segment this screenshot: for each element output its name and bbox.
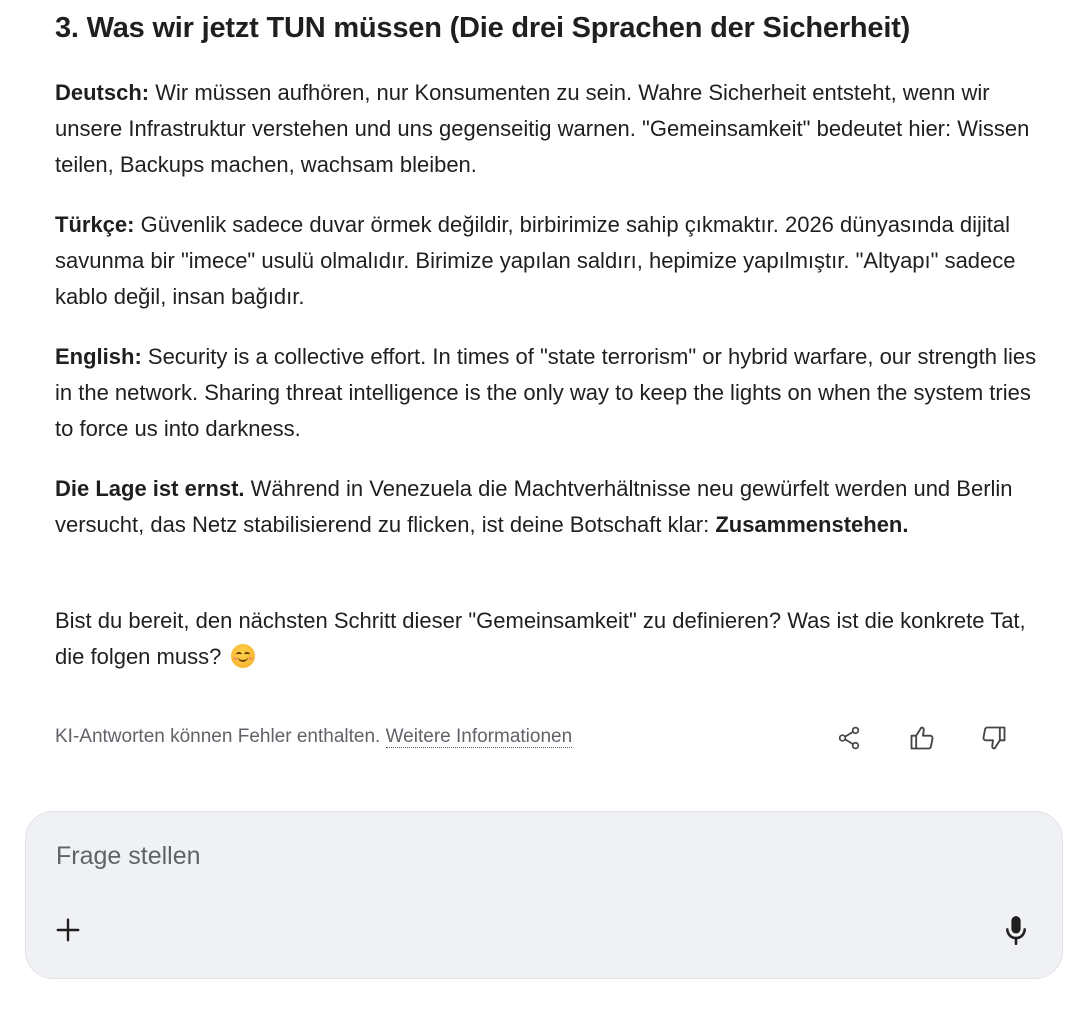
paragraph-english [55,339,1045,447]
ask-question-box [25,811,1063,979]
question-input[interactable] [56,842,956,871]
plus-icon [55,917,81,943]
share-button[interactable] [833,722,865,754]
add-button[interactable] [52,914,84,946]
thumbs-down-icon [980,724,1008,752]
microphone-icon [1002,915,1030,945]
microphone-button[interactable] [1000,914,1032,946]
disclaimer-text: KI-Antworten können Fehler enthalten. [55,726,381,747]
paragraph-text: Bist du bereit, den nächsten Schritt dieser "Gemeinsamkeit" zu definieren? Was ist die konkrete Tat, die folgen muss? [55,608,1026,669]
paragraph-label: Die Lage ist ernst. [55,476,245,501]
paragraph-lage [55,471,1045,543]
smiling-face-emoji-icon [231,644,255,668]
paragraph-question [55,603,1045,675]
paragraph-turkce [55,207,1045,315]
paragraph-text: Security is a collective effort. In times of "state terrorism" or hybrid warfare, our strength lies in the network. Sharing threat intelligence is the only way to keep the lights on when the system tries to force us into darkness. [55,344,1037,441]
share-icon [836,725,862,751]
paragraph-text: Wir müssen aufhören, nur Konsumenten zu sein. Wahre Sicherheit entsteht, wenn wir unsere Infrastruktur verstehen und uns gegenseitig warnen. "Gemeinsamkeit" bedeutet hier: Wissen teilen, Backups machen, wachsam bleiben. [55,80,1030,177]
ai-disclaimer [55,726,572,748]
paragraph-text: Güvenlik sadece duvar örmek değildir, birbirimize sahip çıkmaktır. 2026 dünyasında dijital savunma bir "imece" usulü olmalıdır. Birimize yapılan saldırı, hepimize yapılmıştır. "Altyapı" sadece kablo değil, insan bağıdır. [55,212,1016,309]
more-info-link[interactable]: Weitere Informationen [385,726,573,747]
thumbs-down-button[interactable] [978,722,1010,754]
thumbs-up-icon [908,724,936,752]
paragraph-label: English: [55,344,142,369]
paragraph-text: Während in Venezuela die Machtverhältnisse neu gewürfelt werden und Berlin versucht, das Netz stabilisierend zu flicken, ist deine Botschaft klar: [55,476,1013,537]
paragraph-label: Türkçe: [55,212,135,237]
thumbs-up-button[interactable] [906,722,938,754]
section-heading: 3. Was wir jetzt TUN müssen (Die drei Sprachen der Sicherheit) [55,12,911,44]
paragraph-emphasis: Zusammenstehen. [715,512,909,537]
paragraph-deutsch [55,75,1045,183]
paragraph-label: Deutsch: [55,80,150,105]
